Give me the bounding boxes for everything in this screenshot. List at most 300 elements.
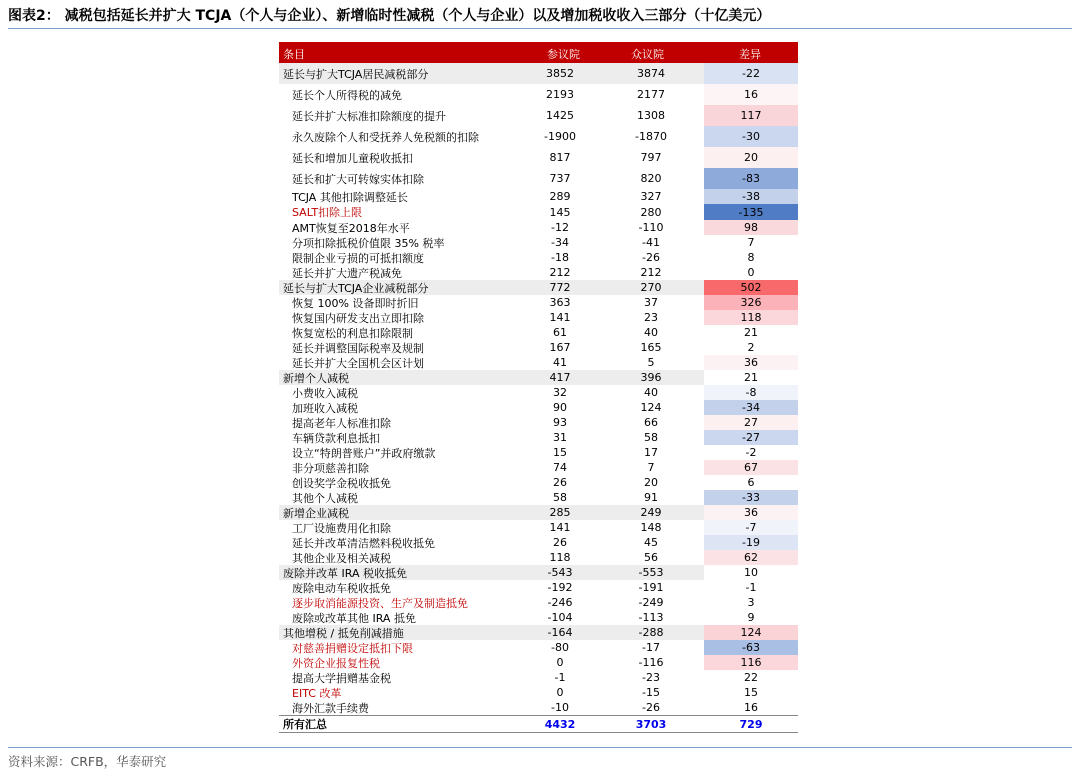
row-label-cell bbox=[279, 280, 522, 295]
senate-value: 41 bbox=[553, 356, 567, 369]
table-row bbox=[279, 265, 798, 280]
row-label-cell bbox=[279, 535, 522, 550]
row-label-cell bbox=[279, 63, 522, 84]
house-value: 396 bbox=[640, 371, 662, 384]
row-label-cell bbox=[279, 400, 522, 415]
row-label: 恢复宽松的利息扣除限制 bbox=[292, 326, 413, 340]
house-value-cell bbox=[598, 400, 704, 415]
senate-value-cell bbox=[522, 105, 598, 126]
diff-value: 0 bbox=[747, 266, 755, 279]
house-value: 66 bbox=[644, 416, 658, 429]
senate-value-cell bbox=[522, 595, 598, 610]
senate-value-cell bbox=[522, 580, 598, 595]
house-value-cell bbox=[598, 520, 704, 535]
diff-value: 36 bbox=[744, 506, 758, 519]
diff-value: 9 bbox=[747, 611, 755, 624]
senate-value: 417 bbox=[549, 371, 571, 384]
diff-value: -83 bbox=[742, 172, 760, 185]
table-row bbox=[279, 126, 798, 147]
diff-value-cell bbox=[704, 105, 798, 126]
senate-value: 32 bbox=[553, 386, 567, 399]
house-value-cell bbox=[598, 565, 704, 580]
row-label: 新增个人减税 bbox=[283, 371, 349, 385]
diff-value: 3 bbox=[747, 596, 755, 609]
diff-value: 7 bbox=[747, 236, 755, 249]
house-value: -1870 bbox=[635, 130, 667, 143]
senate-value-cell bbox=[522, 625, 598, 640]
senate-value: 26 bbox=[553, 536, 567, 549]
house-value-cell bbox=[598, 430, 704, 445]
diff-value: -22 bbox=[742, 67, 760, 80]
house-value-cell bbox=[598, 700, 704, 715]
house-value-cell bbox=[598, 716, 704, 732]
senate-value-cell bbox=[522, 235, 598, 250]
senate-value-cell bbox=[522, 400, 598, 415]
house-value-cell bbox=[598, 475, 704, 490]
row-label: 分项扣除抵税价值限 35% 税率 bbox=[292, 236, 445, 250]
row-label-cell bbox=[279, 415, 522, 430]
diff-value-cell bbox=[704, 490, 798, 505]
house-value-cell bbox=[598, 640, 704, 655]
header-house: 众议院 bbox=[631, 48, 664, 61]
row-label-cell bbox=[279, 520, 522, 535]
row-label: 小费收入减税 bbox=[292, 386, 358, 400]
row-label-cell bbox=[279, 580, 522, 595]
diff-value-cell bbox=[704, 520, 798, 535]
table-row bbox=[279, 520, 798, 535]
row-label: 废除并改革 IRA 税收抵免 bbox=[283, 566, 407, 580]
row-label-cell bbox=[279, 610, 522, 625]
row-label-cell bbox=[279, 430, 522, 445]
row-label: 其他企业及相关减税 bbox=[292, 551, 391, 565]
senate-value-cell bbox=[522, 415, 598, 430]
diff-value: 62 bbox=[744, 551, 758, 564]
house-value-cell bbox=[598, 280, 704, 295]
row-label-cell bbox=[279, 189, 522, 204]
senate-value-cell bbox=[522, 126, 598, 147]
house-value: 3703 bbox=[635, 717, 667, 731]
house-value-cell bbox=[598, 535, 704, 550]
row-label: 废除或改革其他 IRA 抵免 bbox=[292, 611, 416, 625]
row-label-cell bbox=[279, 105, 522, 126]
diff-value: 21 bbox=[744, 371, 758, 384]
house-value-cell bbox=[598, 325, 704, 340]
house-value-cell bbox=[598, 460, 704, 475]
house-value: 91 bbox=[644, 491, 658, 504]
row-label-cell bbox=[279, 84, 522, 105]
house-value: 124 bbox=[640, 401, 662, 414]
row-label: 设立“特朗普账户”并政府缴款 bbox=[292, 446, 436, 460]
house-value: -116 bbox=[638, 656, 664, 669]
table-row bbox=[279, 63, 798, 84]
row-label-cell bbox=[279, 475, 522, 490]
table-row bbox=[279, 490, 798, 505]
senate-value-cell bbox=[522, 295, 598, 310]
row-label: 所有汇总 bbox=[283, 718, 327, 731]
diff-value-cell bbox=[704, 580, 798, 595]
senate-value-cell bbox=[522, 250, 598, 265]
table-row bbox=[279, 445, 798, 460]
row-label: 恢复 100% 设备即时折旧 bbox=[292, 296, 419, 310]
senate-value: 2193 bbox=[546, 88, 574, 101]
senate-value: -18 bbox=[551, 251, 569, 264]
house-value-cell bbox=[598, 168, 704, 189]
table-row bbox=[279, 189, 798, 204]
diff-value: 16 bbox=[744, 701, 758, 714]
house-value-cell bbox=[598, 385, 704, 400]
row-label-cell bbox=[279, 550, 522, 565]
row-label: 永久废除个人和受抚养人免税额的扣除 bbox=[292, 130, 479, 144]
house-value-cell bbox=[598, 490, 704, 505]
senate-value: 0 bbox=[556, 656, 564, 669]
house-value-cell bbox=[598, 580, 704, 595]
diff-value-cell bbox=[704, 685, 798, 700]
house-value: 3874 bbox=[637, 67, 665, 80]
row-label-cell bbox=[279, 490, 522, 505]
table-row bbox=[279, 385, 798, 400]
senate-value: 141 bbox=[549, 521, 571, 534]
senate-value: 167 bbox=[549, 341, 571, 354]
senate-value: 31 bbox=[553, 431, 567, 444]
senate-value-cell bbox=[522, 716, 598, 732]
diff-value-cell bbox=[704, 126, 798, 147]
senate-value: -543 bbox=[547, 566, 573, 579]
row-label: EITC 改革 bbox=[292, 686, 342, 700]
house-value: 17 bbox=[644, 446, 658, 459]
senate-value: -12 bbox=[551, 221, 569, 234]
house-value-cell bbox=[598, 505, 704, 520]
row-label: 加班收入减税 bbox=[292, 401, 358, 415]
senate-value-cell bbox=[522, 460, 598, 475]
diff-value: 16 bbox=[744, 88, 758, 101]
house-value-cell bbox=[598, 147, 704, 168]
senate-value: 3852 bbox=[546, 67, 574, 80]
diff-value: 124 bbox=[740, 626, 762, 639]
house-value: -41 bbox=[642, 236, 660, 249]
table-row bbox=[279, 610, 798, 625]
diff-value-cell bbox=[704, 235, 798, 250]
table-row bbox=[279, 460, 798, 475]
row-label: 提高老年人标准扣除 bbox=[292, 416, 391, 430]
row-label: 新增企业减税 bbox=[283, 506, 349, 520]
table-row bbox=[279, 220, 798, 235]
row-label-cell bbox=[279, 445, 522, 460]
senate-value-cell bbox=[522, 640, 598, 655]
diff-value-cell bbox=[704, 310, 798, 325]
table-body bbox=[279, 63, 798, 733]
house-value: 2177 bbox=[637, 88, 665, 101]
diff-value: 21 bbox=[744, 326, 758, 339]
row-label-cell bbox=[279, 310, 522, 325]
house-value-cell bbox=[598, 445, 704, 460]
table-row bbox=[279, 250, 798, 265]
diff-value: 6 bbox=[747, 476, 755, 489]
diff-value-cell bbox=[704, 610, 798, 625]
diff-value: -135 bbox=[738, 205, 764, 219]
senate-value-cell bbox=[522, 520, 598, 535]
house-value-cell bbox=[598, 370, 704, 385]
row-label-cell bbox=[279, 625, 522, 640]
house-value: -113 bbox=[638, 611, 664, 624]
diff-value: 117 bbox=[740, 109, 762, 122]
row-label: 延长并扩大标准扣除额度的提升 bbox=[292, 109, 446, 123]
house-value: 7 bbox=[647, 461, 655, 474]
house-value: 40 bbox=[644, 326, 658, 339]
diff-value-cell bbox=[704, 655, 798, 670]
house-value-cell bbox=[598, 265, 704, 280]
senate-value: -1900 bbox=[544, 130, 576, 143]
senate-value: 61 bbox=[553, 326, 567, 339]
house-value: -191 bbox=[638, 581, 664, 594]
house-value: -15 bbox=[642, 686, 660, 699]
diff-value-cell bbox=[704, 189, 798, 204]
top-rule bbox=[8, 28, 1072, 29]
row-label: 车辆贷款利息抵扣 bbox=[292, 431, 380, 445]
diff-value-cell bbox=[704, 445, 798, 460]
senate-value: 4432 bbox=[544, 717, 576, 731]
house-value-cell bbox=[598, 84, 704, 105]
house-value-cell bbox=[598, 415, 704, 430]
senate-value-cell bbox=[522, 265, 598, 280]
diff-value-cell bbox=[704, 716, 798, 732]
row-label-cell bbox=[279, 655, 522, 670]
diff-value-cell bbox=[704, 220, 798, 235]
row-label-cell bbox=[279, 325, 522, 340]
house-value: 280 bbox=[640, 205, 662, 219]
figure-caption: 图表2： 减税包括延长并扩大 TCJA（个人与企业）、新增临时性减税（个人与企业）以及增加税收收入三部分（十亿美元） bbox=[8, 8, 771, 24]
senate-value: 772 bbox=[549, 281, 571, 294]
row-label: 恢复国内研发支出立即扣除 bbox=[292, 311, 424, 325]
row-label-cell bbox=[279, 295, 522, 310]
senate-value-cell bbox=[522, 189, 598, 204]
senate-value: 74 bbox=[553, 461, 567, 474]
row-label: 其他个人减税 bbox=[292, 491, 358, 505]
house-value-cell bbox=[598, 295, 704, 310]
senate-value-cell bbox=[522, 505, 598, 520]
diff-value-cell bbox=[704, 430, 798, 445]
diff-value-cell bbox=[704, 625, 798, 640]
table-row bbox=[279, 204, 798, 220]
house-value-cell bbox=[598, 126, 704, 147]
senate-value-cell bbox=[522, 280, 598, 295]
row-label-cell bbox=[279, 505, 522, 520]
table-row bbox=[279, 325, 798, 340]
row-label: 创设奖学金税收抵免 bbox=[292, 476, 391, 490]
source-note: 资料来源：CRFB，华泰研究 bbox=[8, 754, 167, 769]
senate-value: 212 bbox=[549, 266, 571, 279]
diff-value-cell bbox=[704, 640, 798, 655]
diff-value: -63 bbox=[742, 641, 760, 654]
senate-value: -104 bbox=[547, 611, 573, 624]
senate-value: -164 bbox=[547, 626, 573, 639]
table-row bbox=[279, 670, 798, 685]
row-label: 海外汇款手续费 bbox=[292, 701, 369, 715]
header-item: 条目 bbox=[283, 48, 305, 61]
senate-value-cell bbox=[522, 490, 598, 505]
diff-value: 8 bbox=[747, 251, 755, 264]
row-label: 工厂设施费用化扣除 bbox=[292, 521, 391, 535]
house-value-cell bbox=[598, 670, 704, 685]
house-value: -110 bbox=[638, 221, 664, 234]
house-value: 249 bbox=[640, 506, 662, 519]
diff-value-cell bbox=[704, 265, 798, 280]
diff-value-cell bbox=[704, 700, 798, 715]
diff-value-cell bbox=[704, 460, 798, 475]
header-diff: 差异 bbox=[739, 48, 761, 61]
senate-value: -1 bbox=[554, 671, 566, 684]
diff-value-cell bbox=[704, 475, 798, 490]
house-value: 58 bbox=[644, 431, 658, 444]
house-value-cell bbox=[598, 595, 704, 610]
row-label-cell bbox=[279, 168, 522, 189]
senate-value-cell bbox=[522, 310, 598, 325]
row-label-cell bbox=[279, 220, 522, 235]
row-label: SALT扣除上限 bbox=[292, 206, 363, 219]
house-value: -23 bbox=[642, 671, 660, 684]
house-value: 327 bbox=[640, 190, 662, 203]
row-label-cell bbox=[279, 640, 522, 655]
house-value: -249 bbox=[638, 596, 664, 609]
diff-value: 326 bbox=[740, 296, 762, 309]
table-row bbox=[279, 505, 798, 520]
row-label: 提高大学捐赠基金税 bbox=[292, 671, 391, 685]
senate-value-cell bbox=[522, 168, 598, 189]
house-value: 23 bbox=[644, 311, 658, 324]
row-label-cell bbox=[279, 565, 522, 580]
row-label: 逐步取消能源投资、生产及制造抵免 bbox=[292, 596, 468, 610]
senate-value: -80 bbox=[551, 641, 569, 654]
table-row bbox=[279, 625, 798, 640]
table-row bbox=[279, 595, 798, 610]
house-value-cell bbox=[598, 310, 704, 325]
row-label-cell bbox=[279, 460, 522, 475]
diff-value: 118 bbox=[740, 311, 762, 324]
senate-value: -192 bbox=[547, 581, 573, 594]
row-label: 非分项慈善扣除 bbox=[292, 461, 369, 475]
house-value-cell bbox=[598, 625, 704, 640]
house-value-cell bbox=[598, 63, 704, 84]
table-row bbox=[279, 580, 798, 595]
diff-value: -30 bbox=[742, 130, 760, 143]
diff-value: 10 bbox=[744, 566, 758, 579]
diff-value-cell bbox=[704, 168, 798, 189]
table-row bbox=[279, 105, 798, 126]
diff-value-cell bbox=[704, 370, 798, 385]
row-label-cell bbox=[279, 700, 522, 715]
senate-value: -34 bbox=[551, 236, 569, 249]
diff-value: 2 bbox=[747, 341, 755, 354]
senate-value: 289 bbox=[549, 190, 571, 203]
table-row bbox=[279, 430, 798, 445]
house-value: -17 bbox=[642, 641, 660, 654]
diff-value: -8 bbox=[745, 386, 757, 399]
row-label: 延长并改革清洁燃料税收抵免 bbox=[292, 536, 435, 550]
row-label: 延长并扩大全国机会区计划 bbox=[292, 356, 424, 370]
senate-value-cell bbox=[522, 610, 598, 625]
house-value-cell bbox=[598, 340, 704, 355]
row-label: AMT恢复至2018年水平 bbox=[292, 221, 410, 235]
row-label-cell bbox=[279, 126, 522, 147]
diff-value-cell bbox=[704, 385, 798, 400]
diff-value-cell bbox=[704, 340, 798, 355]
house-value: 212 bbox=[640, 266, 662, 279]
senate-value-cell bbox=[522, 655, 598, 670]
diff-value: 729 bbox=[739, 717, 763, 731]
row-label: 延长个人所得税的减免 bbox=[292, 88, 402, 102]
house-value: -26 bbox=[642, 251, 660, 264]
table-row bbox=[279, 84, 798, 105]
diff-value-cell bbox=[704, 505, 798, 520]
diff-value-cell bbox=[704, 147, 798, 168]
table-row bbox=[279, 280, 798, 295]
diff-value: 15 bbox=[744, 686, 758, 699]
senate-value-cell bbox=[522, 385, 598, 400]
tax-comparison-table bbox=[279, 42, 798, 733]
house-value: -288 bbox=[638, 626, 664, 639]
house-value-cell bbox=[598, 355, 704, 370]
senate-value-cell bbox=[522, 84, 598, 105]
senate-value-cell bbox=[522, 535, 598, 550]
diff-value-cell bbox=[704, 565, 798, 580]
diff-value: 116 bbox=[740, 656, 762, 669]
row-label: 延长并调整国际税率及规制 bbox=[292, 341, 424, 355]
senate-value: 363 bbox=[549, 296, 571, 309]
row-label-cell bbox=[279, 204, 522, 220]
senate-value-cell bbox=[522, 147, 598, 168]
row-label-cell bbox=[279, 250, 522, 265]
house-value-cell bbox=[598, 550, 704, 565]
senate-value-cell bbox=[522, 220, 598, 235]
diff-value-cell bbox=[704, 595, 798, 610]
table-row bbox=[279, 147, 798, 168]
house-value: -26 bbox=[642, 701, 660, 714]
row-label-cell bbox=[279, 265, 522, 280]
table-row bbox=[279, 400, 798, 415]
table-row bbox=[279, 168, 798, 189]
diff-value-cell bbox=[704, 670, 798, 685]
row-label: 废除电动车税收抵免 bbox=[292, 581, 391, 595]
table-row bbox=[279, 685, 798, 700]
diff-value-cell bbox=[704, 250, 798, 265]
diff-value: -2 bbox=[745, 446, 757, 459]
senate-value-cell bbox=[522, 700, 598, 715]
house-value-cell bbox=[598, 685, 704, 700]
diff-value-cell bbox=[704, 84, 798, 105]
house-value-cell bbox=[598, 235, 704, 250]
house-value: 270 bbox=[640, 281, 662, 294]
senate-value-cell bbox=[522, 325, 598, 340]
table-row bbox=[279, 235, 798, 250]
senate-value-cell bbox=[522, 445, 598, 460]
senate-value-cell bbox=[522, 670, 598, 685]
house-value: 797 bbox=[640, 151, 662, 164]
table-header bbox=[279, 42, 798, 63]
header-senate: 参议院 bbox=[547, 48, 580, 61]
diff-value-cell bbox=[704, 400, 798, 415]
house-value-cell bbox=[598, 655, 704, 670]
house-value-cell bbox=[598, 220, 704, 235]
house-value-cell bbox=[598, 189, 704, 204]
senate-value-cell bbox=[522, 475, 598, 490]
row-label-cell bbox=[279, 685, 522, 700]
diff-value: 98 bbox=[744, 221, 758, 234]
table-row bbox=[279, 655, 798, 670]
table-row bbox=[279, 700, 798, 715]
table-row bbox=[279, 415, 798, 430]
senate-value: -246 bbox=[547, 596, 573, 609]
senate-value: 145 bbox=[549, 205, 571, 219]
row-label-cell bbox=[279, 235, 522, 250]
